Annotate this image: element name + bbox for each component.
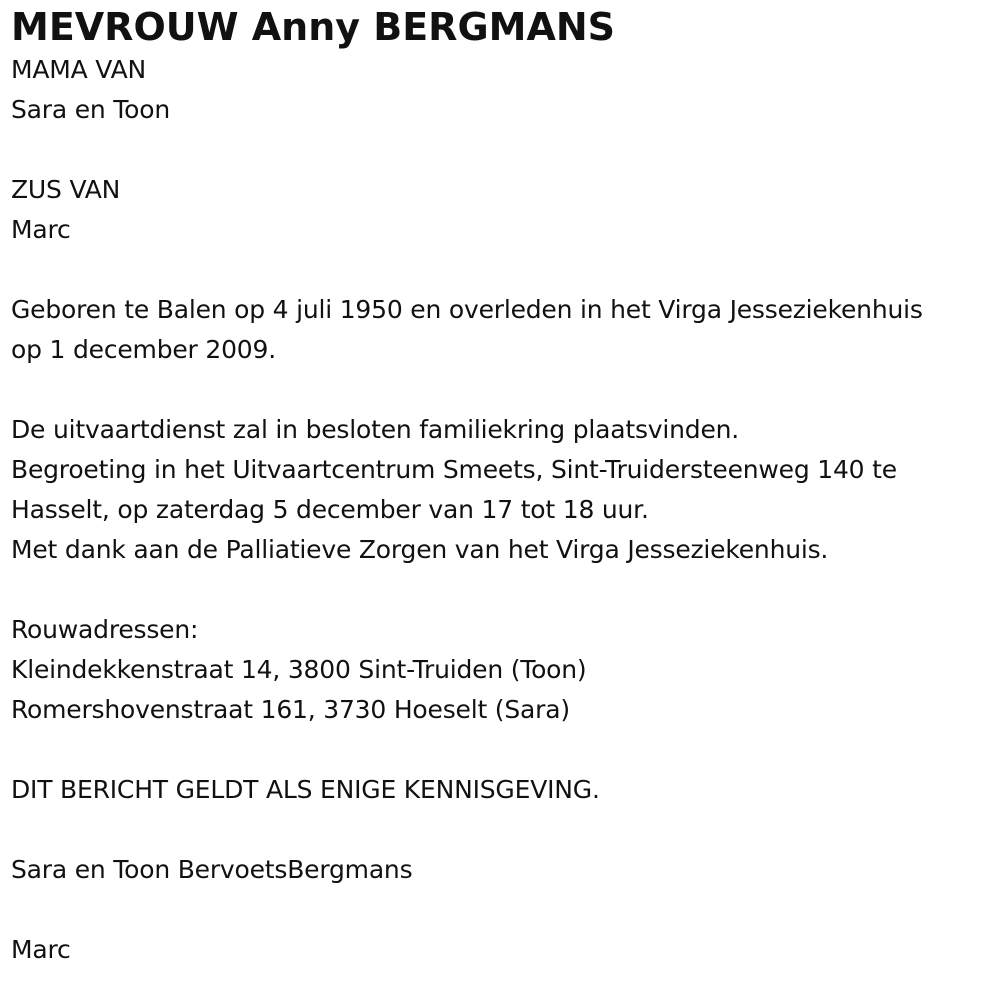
spacer: [11, 570, 1000, 610]
spacer: [11, 810, 1000, 850]
funeral-info-line: Hasselt, op zaterdag 5 december van 17 tot 18 uur.: [11, 495, 649, 524]
official-notice: DIT BERICHT GELDT ALS ENIGE KENNISGEVING.: [11, 775, 600, 804]
spacer: [11, 370, 1000, 410]
addresses-label: Rouwadressen:: [11, 615, 199, 644]
spacer: [11, 130, 1000, 170]
mourning-address: Romershovenstraat 161, 3730 Hoeselt (Sara): [11, 695, 570, 724]
funeral-info-line: De uitvaartdienst zal in besloten familiekring plaatsvinden.: [11, 415, 740, 444]
children-names: Sara en Toon: [11, 95, 170, 124]
spacer: [11, 890, 1000, 930]
signature-line: Sara en Toon BervoetsBergmans: [11, 855, 413, 884]
funeral-info-line: Met dank aan de Palliatieve Zorgen van het Virga Jesseziekenhuis.: [11, 535, 829, 564]
funeral-info-line: Begroeting in het Uitvaartcentrum Smeets, Sint-Truidersteenweg 140 te: [11, 455, 897, 484]
signature-line: Marc: [11, 935, 71, 964]
notice-title: MEVROUW Anny BERGMANS: [11, 5, 616, 49]
birth-death-line: op 1 december 2009.: [11, 335, 276, 364]
sister-of-label: ZUS VAN: [11, 175, 121, 204]
brother-name: Marc: [11, 215, 71, 244]
spacer: [11, 250, 1000, 290]
mourning-address: Kleindekkenstraat 14, 3800 Sint-Truiden (Toon): [11, 655, 587, 684]
spacer: [11, 730, 1000, 770]
birth-death-line: Geboren te Balen op 4 juli 1950 en overleden in het Virga Jesseziekenhuis: [11, 295, 923, 324]
mother-of-label: MAMA VAN: [11, 55, 146, 84]
